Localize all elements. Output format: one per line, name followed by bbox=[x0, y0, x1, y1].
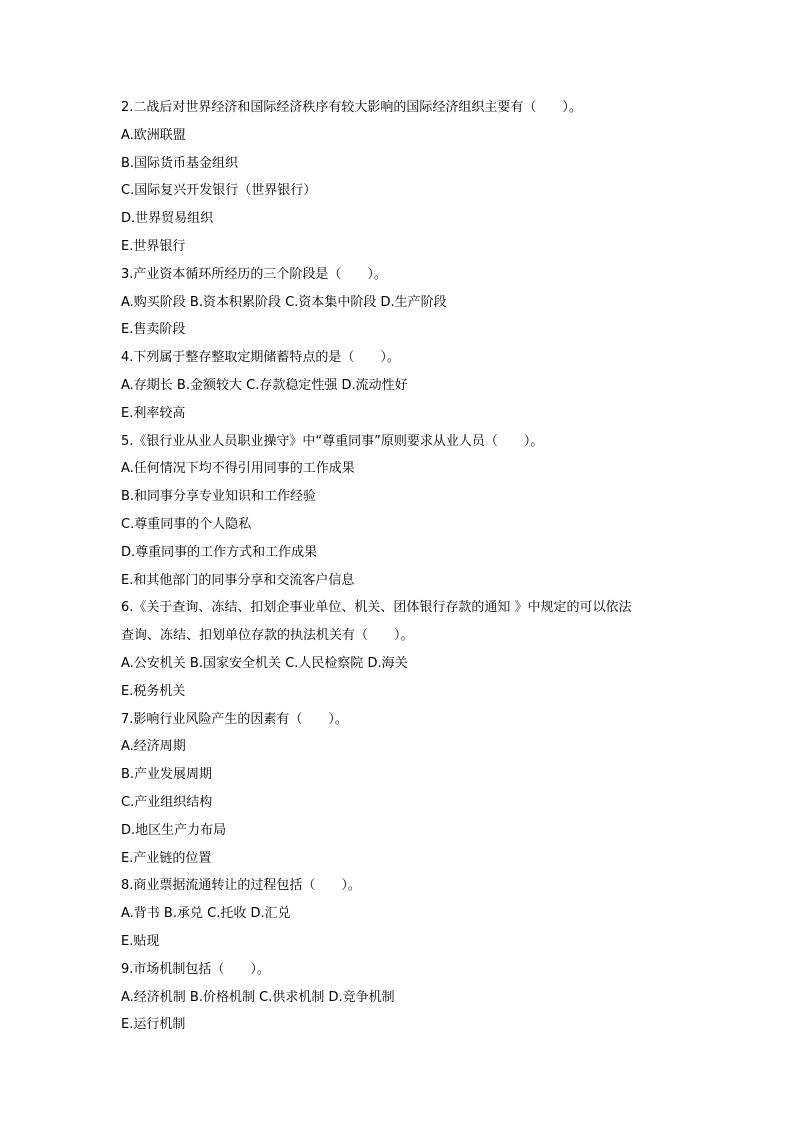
question-list bbox=[121, 94, 701, 1039]
question-9-stem: 9.市场机制包括（ ）。 bbox=[121, 961, 270, 977]
option-line: A.购买阶段 B.资本积累阶段 C.资本集中阶段 D.生产阶段 bbox=[121, 294, 447, 310]
option-line: C.尊重同事的个人隐私 bbox=[121, 516, 252, 532]
option-line: D.世界贸易组织 bbox=[121, 211, 214, 227]
option-line: A.欧洲联盟 bbox=[121, 127, 186, 143]
option-line: A.公安机关 B.国家安全机关 C.人民检察院 D.海关 bbox=[121, 655, 408, 671]
question-3-stem: 3.产业资本循环所经历的三个阶段是（ ）。 bbox=[121, 266, 387, 282]
option-line: D.地区生产力布局 bbox=[121, 822, 227, 838]
option-line: E.税务机关 bbox=[121, 683, 186, 699]
option-line: A.经济机制 B.价格机制 C.供求机制 D.竞争机制 bbox=[121, 989, 395, 1005]
question-6-stem-continued: 查询、冻结、扣划单位存款的执法机关有（ ）。 bbox=[121, 628, 414, 644]
question-4-stem: 4.下列属于整存整取定期储蓄特点的是（ ）。 bbox=[121, 350, 400, 366]
option-line: A.存期长 B.金额较大 C.存款稳定性强 D.流动性好 bbox=[121, 377, 408, 393]
option-line: E.运行机制 bbox=[121, 1017, 186, 1033]
option-line: E.产业链的位置 bbox=[121, 850, 212, 866]
option-line: B.产业发展周期 bbox=[121, 767, 213, 783]
option-line: A.经济周期 bbox=[121, 739, 186, 755]
question-5-stem: 5.《银行业从业人员职业操守》中“尊重同事”原则要求从业人员（ ）。 bbox=[121, 433, 544, 449]
option-line: E.贴现 bbox=[121, 933, 160, 949]
option-line: B.和同事分享专业知识和工作经验 bbox=[121, 489, 317, 505]
option-line: E.世界银行 bbox=[121, 238, 186, 254]
option-line: A.背书 B.承兑 C.托收 D.汇兑 bbox=[121, 906, 291, 922]
option-line: E.售卖阶段 bbox=[121, 322, 186, 338]
question-7-stem: 7.影响行业风险产生的因素有（ ）。 bbox=[121, 711, 348, 727]
option-line: D.尊重同事的工作方式和工作成果 bbox=[121, 544, 318, 560]
question-8-stem: 8.商业票据流通转让的过程包括（ ）。 bbox=[121, 878, 361, 894]
question-6-stem: 6.《关于查询、冻结、扣划企事业单位、机关、团体银行存款的通知 》中规定的可以依法 bbox=[121, 600, 632, 616]
option-line: C.国际复兴开发银行（世界银行） bbox=[121, 183, 317, 199]
option-line: E.利率较高 bbox=[121, 405, 186, 421]
option-line: A.任何情况下均不得引用同事的工作成果 bbox=[121, 461, 355, 477]
option-line: B.国际货币基金组织 bbox=[121, 155, 239, 171]
option-line: C.产业组织结构 bbox=[121, 794, 213, 810]
option-line: E.和其他部门的同事分享和交流客户信息 bbox=[121, 572, 355, 588]
question-2-stem: 2.二战后对世界经济和国际经济秩序有较大影响的国际经济组织主要有（ ）。 bbox=[121, 100, 582, 115]
